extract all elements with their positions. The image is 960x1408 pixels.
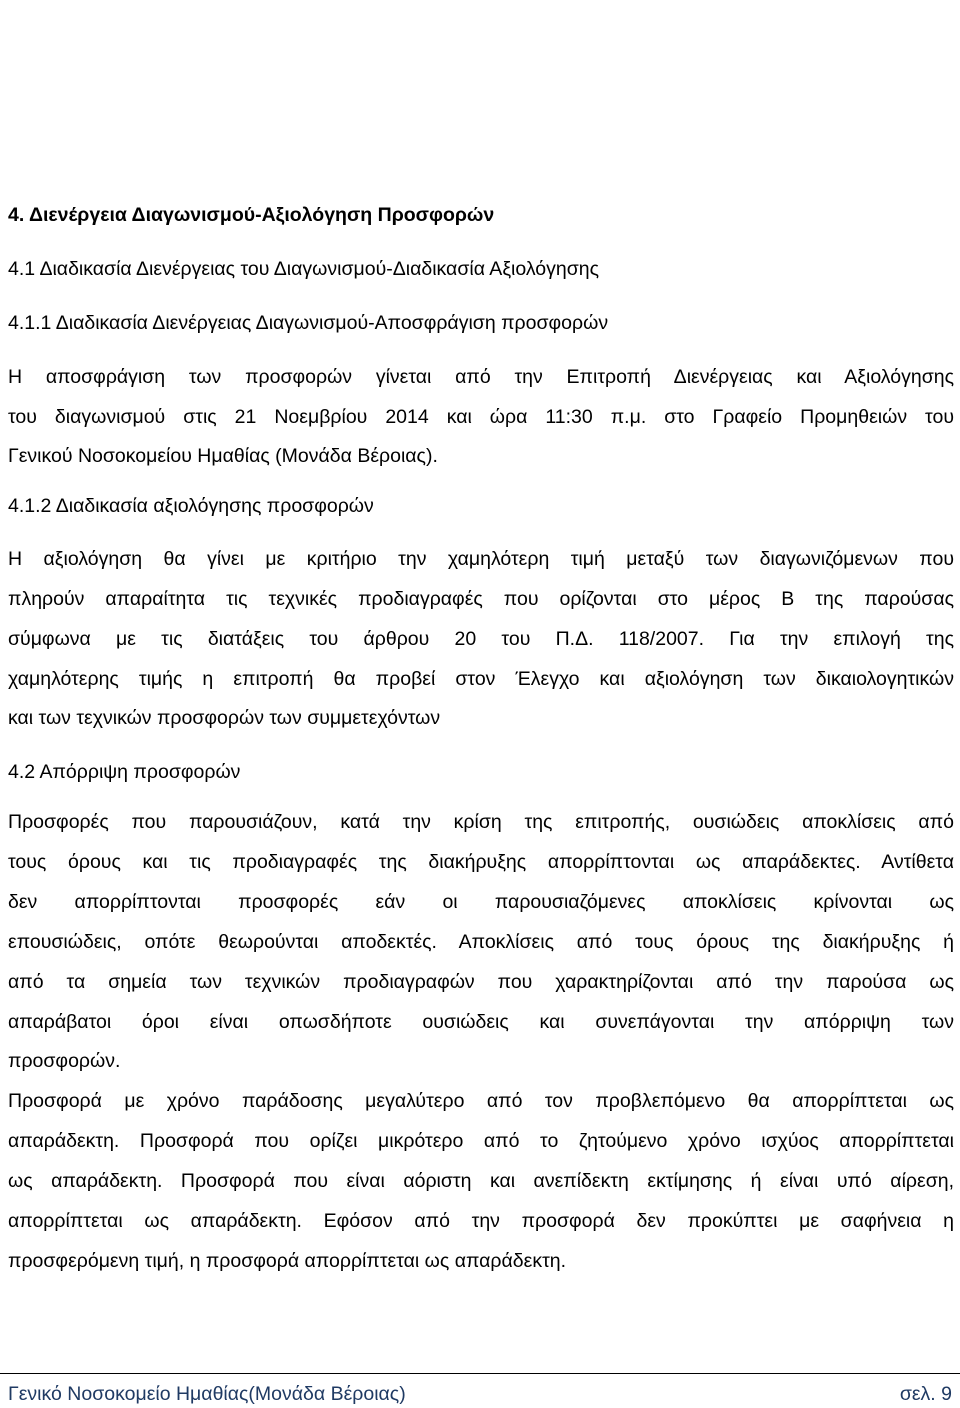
text-line: του διαγωνισμού στις 21 Νοεμβρίου 2014 και ώρα 11:30 π.μ. στο Γραφείο Προμηθειών του	[8, 406, 954, 428]
text-line: Γενικού Νοσοκομείου Ημαθίας (Μονάδα Βέροιας).	[8, 445, 438, 467]
text-line: απορρίπτεται ως απαράδεκτη. Εφόσον από την προσφορά δεν προκύπτει με σαφήνεια η	[8, 1210, 954, 1232]
text-line: δεν απορρίπτονται προσφορές εάν οι παρουσιαζόμενες αποκλίσεις κρίνονται ως	[8, 891, 954, 913]
text-line: Η αποσφράγιση των προσφορών γίνεται από την Επιτροπή Διενέργειας και Αξιολόγησης	[8, 366, 954, 388]
text-line: Η αξιολόγηση θα γίνει με κριτήριο την χαμηλότερη τιμή μεταξύ των διαγωνιζόμενων που	[8, 548, 954, 570]
page-footer	[8, 1382, 952, 1406]
text-line: ως απαράδεκτη. Προσφορά που είναι αόριστη και ανεπίδεκτη εκτίμησης ή είναι υπό αίρεση,	[8, 1170, 954, 1192]
subsection-4-1-2-title: 4.1.2 Διαδικασία αξιολόγησης προσφορών	[8, 495, 374, 517]
text-line: πληρούν απαραίτητα τις τεχνικές προδιαγραφές που ορίζονται στο μέρος Β της παρούσας	[8, 588, 954, 610]
text-line: επουσιώδεις, οπότε θεωρούνται αποδεκτές. Αποκλίσεις από τους όρους της διακήρυξης ή	[8, 931, 954, 953]
text-line: Προσφορά με χρόνο παράδοσης μεγαλύτερο από τον προβλεπόμενο θα απορρίπτεται ως	[8, 1090, 954, 1112]
text-line: χαμηλότερης τιμής η επιτροπή θα προβεί στον Έλεγχο και αξιολόγηση των δικαιολογητικών	[8, 668, 954, 690]
subsection-4-1-title: 4.1 Διαδικασία Διενέργειας του Διαγωνισμού-Διαδικασία Αξιολόγησης	[8, 258, 600, 280]
text-line: τους όρους και τις προδιαγραφές της διακήρυξης απορρίπτονται ως απαράδεκτες. Αντίθετα	[8, 851, 954, 873]
text-line: απαράδεκτη. Προσφορά που ορίζει μικρότερο από το ζητούμενο χρόνο ισχύος απορρίπτεται	[8, 1130, 954, 1152]
text-line: σύμφωνα με τις διατάξεις του άρθρου 20 του Π.Δ. 118/2007. Για την επιλογή της	[8, 628, 954, 650]
text-line: από τα σημεία των τεχνικών προδιαγραφών που χαρακτηρίζονται από την παρούσα ως	[8, 971, 954, 993]
subsection-4-2-title: 4.2 Απόρριψη προσφορών	[8, 761, 241, 783]
subsection-4-1-1-title: 4.1.1 Διαδικασία Διενέργειας Διαγωνισμού-Αποσφράγιση προσφορών	[8, 312, 609, 334]
text-line: προσφορών.	[8, 1050, 121, 1072]
text-line: Προσφορές που παρουσιάζουν, κατά την κρίση της επιτροπής, ουσιώδεις αποκλίσεις από	[8, 811, 954, 833]
text-line: και των τεχνικών προσφορών των συμμετεχόντων	[8, 707, 441, 729]
page-number: σελ. 9	[899, 1383, 952, 1405]
footer-divider	[0, 1373, 960, 1374]
text-line: προσφερόμενη τιμή, η προσφορά απορρίπτεται ως απαράδεκτη.	[8, 1250, 567, 1272]
text-line: απαράβατοι όροι είναι οπωσδήποτε ουσιώδεις και συνεπάγονται την απόρριψη των	[8, 1011, 954, 1033]
footer-title: Γενικό Νοσοκομείο Ημαθίας(Μονάδα Βέροιας)	[8, 1383, 406, 1405]
section-heading: 4. Διενέργεια Διαγωνισμού-Αξιολόγηση Προσφορών	[8, 204, 495, 226]
